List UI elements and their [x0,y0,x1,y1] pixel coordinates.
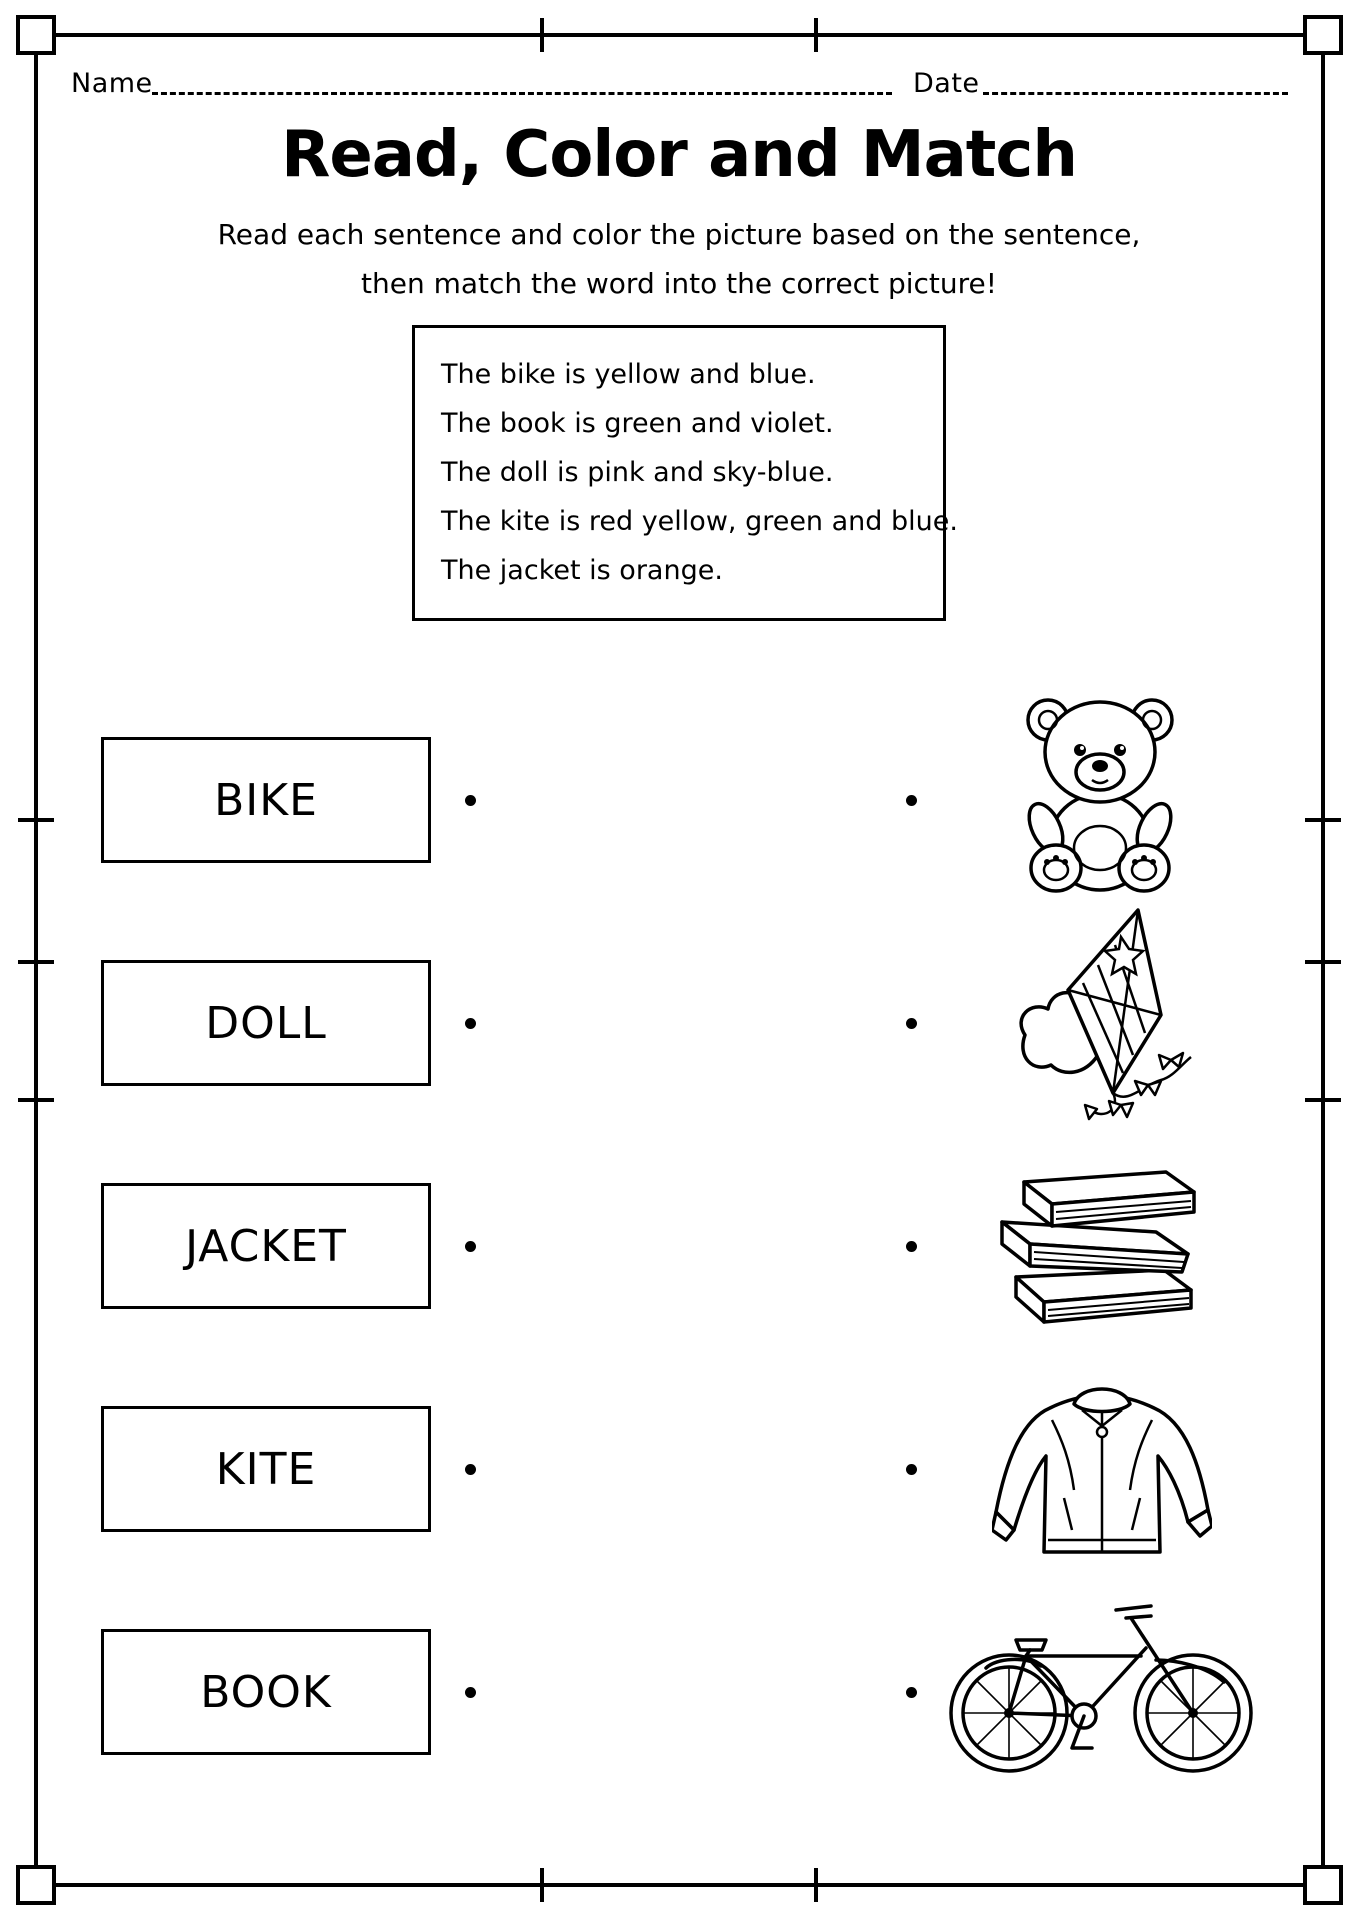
word-box-doll[interactable]: DOLL [101,960,431,1086]
right-match-dot[interactable] [906,1241,917,1252]
left-match-dot[interactable] [465,1687,476,1698]
right-match-dot[interactable] [906,1687,917,1698]
kite-icon[interactable] [1003,905,1203,1130]
sentence-item: The kite is red yellow, green and blue. [441,506,958,537]
left-match-dot[interactable] [465,1464,476,1475]
name-label: Name [71,68,153,99]
date-label: Date [913,68,980,99]
jacket-icon[interactable] [992,1380,1212,1555]
page-title: Read, Color and Match [281,118,1077,192]
sentence-item: The book is green and violet. [441,408,834,439]
right-match-dot[interactable] [906,795,917,806]
sentence-item: The jacket is orange. [441,555,723,586]
bicycle-icon[interactable] [946,1598,1256,1776]
left-match-dot[interactable] [465,1241,476,1252]
name-field[interactable] [152,92,892,95]
word-box-book[interactable]: BOOK [101,1629,431,1755]
right-match-dot[interactable] [906,1018,917,1029]
instruction-line-2: then match the word into the correct picture! [361,267,997,300]
left-match-dot[interactable] [465,1018,476,1029]
left-match-dot[interactable] [465,795,476,806]
right-match-dot[interactable] [906,1464,917,1475]
word-box-jacket[interactable]: JACKET [101,1183,431,1309]
sentence-item: The doll is pink and sky-blue. [441,457,834,488]
sentence-box [412,325,958,621]
word-box-kite[interactable]: KITE [101,1406,431,1532]
instruction-line-1: Read each sentence and color the picture based on the sentence, [217,218,1141,251]
teddy-bear-icon[interactable] [1020,690,1180,895]
sentence-item: The bike is yellow and blue. [441,359,816,390]
books-icon[interactable] [996,1162,1206,1327]
instructions [0,210,1358,308]
word-box-bike[interactable]: BIKE [101,737,431,863]
date-field[interactable] [983,92,1288,95]
